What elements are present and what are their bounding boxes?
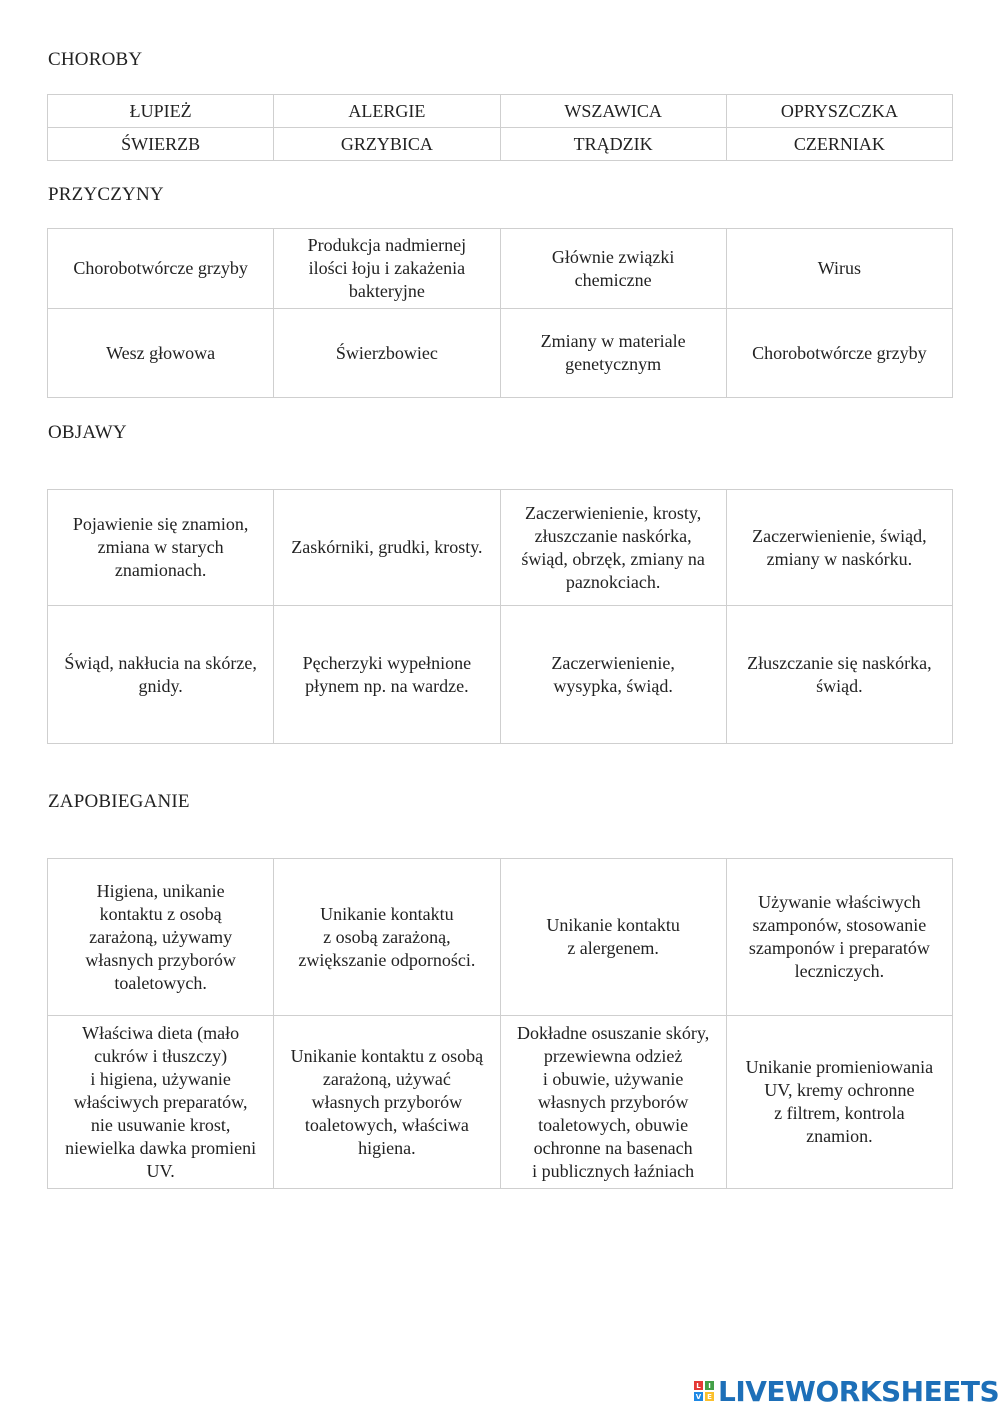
- table-row: [48, 1016, 953, 1189]
- table-cell: Dokładne osuszanie skóry, przewiewna odzież i obuwie, używanie własnych przyborów toaletowych, obuwie ochronne na basenach i publicznych łaźniach: [500, 1016, 726, 1189]
- table-przyczyny: [47, 228, 953, 398]
- table-cell: Unikanie kontaktu z alergenem.: [500, 859, 726, 1016]
- table-cell: Zaczerwienienie, krosty, złuszczanie naskórka, świąd, obrzęk, zmiany na paznokciach.: [500, 490, 726, 606]
- table-cell: Unikanie kontaktu z osobą zarażoną, używać własnych przyborów toaletowych, właściwa higiena.: [274, 1016, 500, 1189]
- section-title-choroby: CHOROBY: [48, 49, 143, 70]
- section-title-przyczyny: PRZYCZYNY: [48, 184, 164, 205]
- table-zapobieganie: [47, 858, 953, 1189]
- table-cell: Wesz głowowa: [48, 309, 274, 398]
- logo-text: LIVEWORKSHEETS: [718, 1374, 1000, 1408]
- table-cell: WSZAWICA: [500, 95, 726, 128]
- table-cell: Złuszczanie się naskórka, świąd.: [726, 606, 952, 744]
- table-cell: Wirus: [726, 229, 952, 309]
- table-cell: ŚWIERZB: [48, 128, 274, 161]
- table-cell: Zaczerwienienie, świąd, zmiany w naskórku.: [726, 490, 952, 606]
- logo-letter: E: [705, 1392, 714, 1401]
- table-cell: Unikanie promieniowania UV, kremy ochronne z filtrem, kontrola znamion.: [726, 1016, 952, 1189]
- section-title-objawy: OBJAWY: [48, 422, 127, 443]
- table-cell: Używanie właściwych szamponów, stosowanie szamponów i preparatów leczniczych.: [726, 859, 952, 1016]
- logo-letter: V: [695, 1392, 702, 1401]
- table-cell: GRZYBICA: [274, 128, 500, 161]
- logo-letter: L: [694, 1381, 703, 1390]
- table-cell: Pojawienie się znamion, zmiana w starych znamionach.: [48, 490, 274, 606]
- table-cell: Zaskórniki, grudki, krosty.: [274, 490, 500, 606]
- table-cell: ALERGIE: [274, 95, 500, 128]
- table-cell: TRĄDZIK: [500, 128, 726, 161]
- table-cell: CZERNIAK: [726, 128, 952, 161]
- table-row: [48, 606, 953, 744]
- table-cell: Świąd, nakłucia na skórze, gnidy.: [48, 606, 274, 744]
- section-title-zapobieganie: ZAPOBIEGANIE: [48, 791, 190, 812]
- table-row: [48, 309, 953, 398]
- table-row: [48, 229, 953, 309]
- liveworksheets-logo-icon: [694, 1381, 714, 1401]
- table-cell: Unikanie kontaktu z osobą zarażoną, zwiększanie odporności.: [274, 859, 500, 1016]
- table-cell: Głównie związki chemiczne: [500, 229, 726, 309]
- table-cell: OPRYSZCZKA: [726, 95, 952, 128]
- table-cell: Produkcja nadmiernej ilości łoju i zakażenia bakteryjne: [274, 229, 500, 309]
- table-cell: Pęcherzyki wypełnione płynem np. na wardze.: [274, 606, 500, 744]
- table-choroby: [47, 94, 953, 161]
- table-cell: Zmiany w materiale genetycznym: [500, 309, 726, 398]
- table-cell: Chorobotwórcze grzyby: [48, 229, 274, 309]
- table-row: [48, 859, 953, 1016]
- table-row: [48, 95, 953, 128]
- table-cell: Właściwa dieta (mało cukrów i tłuszczy) i higiena, używanie właściwych preparatów, nie usuwanie krost, niewielka dawka promieni UV.: [48, 1016, 274, 1189]
- table-cell: Zaczerwienienie, wysypka, świąd.: [500, 606, 726, 744]
- table-cell: Chorobotwórcze grzyby: [726, 309, 952, 398]
- table-cell: Świerzbowiec: [274, 309, 500, 398]
- table-row: [48, 128, 953, 161]
- liveworksheets-logo: [694, 1374, 999, 1408]
- logo-letter: I: [705, 1381, 714, 1390]
- table-cell: Higiena, unikanie kontaktu z osobą zarażoną, używamy własnych przyborów toaletowych.: [48, 859, 274, 1016]
- table-cell: ŁUPIEŻ: [48, 95, 274, 128]
- table-objawy: [47, 489, 953, 744]
- table-row: [48, 490, 953, 606]
